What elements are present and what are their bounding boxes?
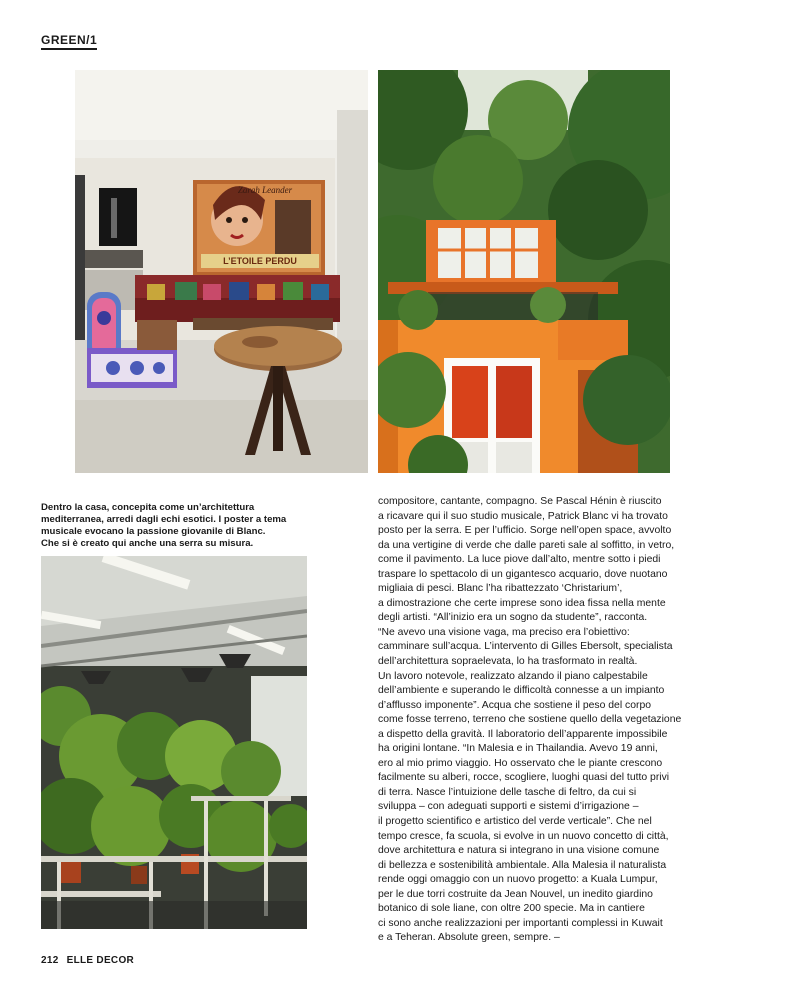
section-header: GREEN/1	[41, 33, 97, 50]
body-line: tempo cresce, fa scuola, si evolve in un nuovo concetto di città,	[378, 830, 669, 842]
body-line: traspare lo spettacolo di un gigantesco acquario, dove nuotano	[378, 568, 668, 580]
body-line: di terra. Nasce l’intuizione delle tasche di feltro, da cui si	[378, 786, 637, 798]
page-number: 212	[41, 955, 59, 966]
body-line: migliaia di pesci. Blanc l’ha ribattezzato ‘Christarium’,	[378, 583, 623, 595]
body-line: camminare sull’acqua. L’intervento di Gilles Ebersolt, specialista	[378, 641, 673, 653]
body-line: dell’architettura sopraelevata, lo ha trasformato in realtà.	[378, 656, 638, 668]
body-line: ha origini lontane. “In Malesia e in Thailandia. Avevo 19 anni,	[378, 743, 658, 755]
greenhouse-photo	[41, 556, 307, 929]
body-line: come fosse terreno, terreno che sostiene quello della vegetazione	[378, 714, 682, 726]
body-line: dove architettura e natura si integrano in una visione comune	[378, 845, 660, 857]
poster-script-text: Zarah Leander	[237, 185, 293, 195]
body-line: ero al mio primo viaggio. Ho osservato che le piante crescono	[378, 757, 663, 769]
body-line: Un lavoro notevole, realizzato alzando il piano calpestabile	[378, 670, 648, 682]
caption-line: Che si è creato qui anche una serra su misura.	[41, 538, 254, 549]
poster-bottom-text: L’ETOILE PERDU	[223, 256, 297, 266]
body-line: dell’ambiente e superando le difficoltà connesse a un impianto	[378, 685, 665, 697]
body-line: da una vertigine di verde che dalle pareti sale al soffitto, in vetro,	[378, 539, 675, 551]
body-line: compositore, cantante, compagno. Se Pascal Hénin è riuscito	[378, 496, 662, 507]
body-line: sviluppa – con adeguati supporti e sistemi d’irrigazione –	[378, 801, 639, 813]
body-line: “Ne avevo una visione vaga, ma preciso era l’obiettivo:	[378, 626, 630, 638]
magazine-name: ELLE DECOR	[66, 955, 135, 966]
body-line: d’afflusso imponente”. Acqua che sostiene il peso del corpo	[378, 699, 652, 711]
article-body	[378, 495, 718, 946]
caption-line: musicale evocano la passione giovanile di Blanc.	[41, 526, 266, 537]
body-line: a dimostrazione che certe imprese sono idea fissa nella mente	[378, 597, 666, 609]
page-footer	[41, 955, 142, 966]
caption-line: Dentro la casa, concepita come un’architettura	[41, 502, 255, 513]
body-line: ci sono anche realizzazioni per importanti complessi in Kuwait	[378, 917, 663, 929]
facade-photo	[378, 70, 670, 473]
body-line: il progetto scientifico e artistico del verde verticale”. Che nel	[378, 816, 652, 828]
body-line: a dispetto della gravità. Il laboratorio dell’apparente impossibile	[378, 728, 668, 740]
body-line: degli artisti. “All’inizio era un sogno da studente”, racconta.	[378, 612, 648, 624]
body-line: rende oggi omaggio con un nuovo progetto: a Kuala Lumpur,	[378, 874, 658, 886]
body-line: come il pavimento. La luce piove dall’alto, mentre sotto i piedi	[378, 554, 661, 566]
interior-photo	[75, 70, 368, 473]
photo-caption	[41, 502, 311, 550]
body-line: botanico di sole liane, con oltre 200 specie. Ma in cantiere	[378, 903, 645, 915]
body-line: posto per la serra. E per l’ufficio. Sorge nell’open space, avvolto	[378, 525, 672, 537]
body-line: di bellezza e sostenibilità ambientale. Alla Malesia il naturalista	[378, 859, 667, 871]
body-line: e a Teheran. Absolute green, sempre. –	[378, 932, 560, 944]
body-line: facilmente su alberi, rocce, scogliere, luoghi quasi del tutto privi	[378, 772, 670, 784]
body-line: per le due torri costruite da Jean Nouvel, un inedito giardino	[378, 888, 653, 900]
body-line: a ricavare qui il suo studio musicale, Patrick Blanc vi ha trovato	[378, 510, 668, 522]
caption-line: mediterranea, arredi dagli echi esotici. I poster a tema	[41, 514, 287, 525]
